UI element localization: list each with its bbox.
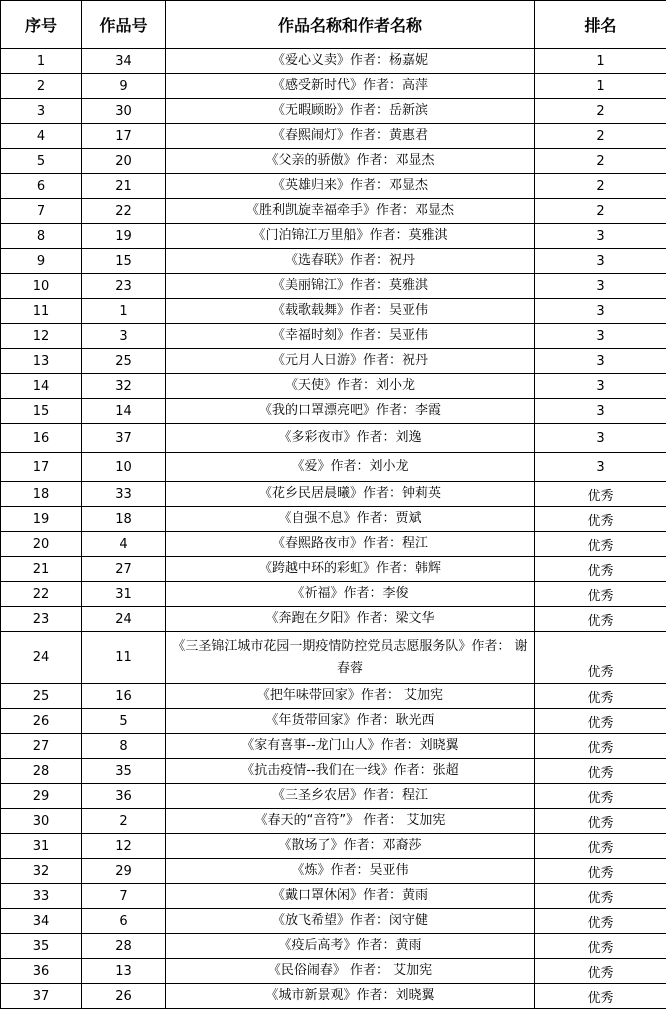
cell-seq: 12 bbox=[1, 324, 82, 349]
cell-title-author: 《我的口罩漂亮吧》作者：李霞 bbox=[166, 399, 535, 424]
cell-rank: 优秀 bbox=[535, 632, 666, 684]
cell-seq: 29 bbox=[1, 784, 82, 809]
table-row bbox=[1, 959, 666, 984]
table-row bbox=[1, 274, 666, 299]
cell-title-author: 《元月人日游》作者：祝丹 bbox=[166, 349, 535, 374]
cell-work-no: 21 bbox=[82, 174, 166, 199]
cell-title-author: 《炼》作者：吴亚伟 bbox=[166, 859, 535, 884]
cell-work-no: 3 bbox=[82, 324, 166, 349]
cell-title-author: 《跨越中环的彩虹》作者：韩辉 bbox=[166, 557, 535, 582]
cell-seq: 28 bbox=[1, 759, 82, 784]
cell-rank: 优秀 bbox=[535, 809, 666, 834]
cell-rank: 3 bbox=[535, 424, 666, 453]
header-work-no: 作品号 bbox=[82, 1, 166, 49]
cell-rank: 优秀 bbox=[535, 582, 666, 607]
cell-seq: 17 bbox=[1, 453, 82, 482]
cell-work-no: 14 bbox=[82, 399, 166, 424]
cell-seq: 34 bbox=[1, 909, 82, 934]
cell-rank: 优秀 bbox=[535, 684, 666, 709]
cell-title-author: 《民俗闹春》 作者： 艾加宪 bbox=[166, 959, 535, 984]
cell-work-no: 19 bbox=[82, 224, 166, 249]
cell-rank: 3 bbox=[535, 249, 666, 274]
cell-seq: 24 bbox=[1, 632, 82, 684]
cell-seq: 25 bbox=[1, 684, 82, 709]
cell-rank: 2 bbox=[535, 149, 666, 174]
cell-work-no: 11 bbox=[82, 632, 166, 684]
cell-rank: 优秀 bbox=[535, 909, 666, 934]
cell-rank: 3 bbox=[535, 349, 666, 374]
cell-rank: 3 bbox=[535, 399, 666, 424]
cell-seq: 31 bbox=[1, 834, 82, 859]
table-row bbox=[1, 424, 666, 453]
cell-title-author: 《多彩夜市》作者：刘逸 bbox=[166, 424, 535, 453]
table-row bbox=[1, 199, 666, 224]
cell-title-author: 《戴口罩休闲》作者：黄雨 bbox=[166, 884, 535, 909]
table-row bbox=[1, 374, 666, 399]
cell-title-author: 《三圣乡农居》作者：程江 bbox=[166, 784, 535, 809]
cell-title-author: 《三圣锦江城市花园一期疫情防控党员志愿服务队》作者： 谢春蓉 bbox=[166, 632, 535, 684]
cell-title-author: 《把年味带回家》作者： 艾加宪 bbox=[166, 684, 535, 709]
cell-work-no: 4 bbox=[82, 532, 166, 557]
cell-work-no: 17 bbox=[82, 124, 166, 149]
cell-title-author: 《自强不息》作者：贾斌 bbox=[166, 507, 535, 532]
cell-seq: 26 bbox=[1, 709, 82, 734]
cell-rank: 3 bbox=[535, 274, 666, 299]
cell-rank: 3 bbox=[535, 374, 666, 399]
cell-title-author: 《祈福》作者：李俊 bbox=[166, 582, 535, 607]
table-row bbox=[1, 149, 666, 174]
cell-title-author: 《爱心义卖》作者：杨嘉妮 bbox=[166, 49, 535, 74]
cell-title-author: 《爱》作者：刘小龙 bbox=[166, 453, 535, 482]
table-row bbox=[1, 532, 666, 557]
cell-rank: 1 bbox=[535, 49, 666, 74]
cell-seq: 3 bbox=[1, 99, 82, 124]
cell-title-author: 《载歌载舞》作者：吴亚伟 bbox=[166, 299, 535, 324]
cell-work-no: 29 bbox=[82, 859, 166, 884]
cell-seq: 21 bbox=[1, 557, 82, 582]
cell-work-no: 18 bbox=[82, 507, 166, 532]
table-row bbox=[1, 453, 666, 482]
cell-seq: 6 bbox=[1, 174, 82, 199]
header-title-author: 作品名称和作者名称 bbox=[166, 1, 535, 49]
table-row bbox=[1, 49, 666, 74]
cell-seq: 35 bbox=[1, 934, 82, 959]
cell-rank: 优秀 bbox=[535, 859, 666, 884]
cell-title-author: 《春熙路夜市》作者：程江 bbox=[166, 532, 535, 557]
cell-title-author: 《春熙闹灯》作者：黄惠君 bbox=[166, 124, 535, 149]
cell-rank: 2 bbox=[535, 99, 666, 124]
cell-work-no: 36 bbox=[82, 784, 166, 809]
cell-seq: 4 bbox=[1, 124, 82, 149]
cell-seq: 37 bbox=[1, 984, 82, 1009]
table-row bbox=[1, 884, 666, 909]
cell-seq: 1 bbox=[1, 49, 82, 74]
cell-work-no: 2 bbox=[82, 809, 166, 834]
cell-title-author: 《胜利凯旋幸福牵手》作者：邓显杰 bbox=[166, 199, 535, 224]
cell-work-no: 28 bbox=[82, 934, 166, 959]
table-row bbox=[1, 174, 666, 199]
cell-seq: 10 bbox=[1, 274, 82, 299]
cell-work-no: 26 bbox=[82, 984, 166, 1009]
cell-work-no: 5 bbox=[82, 709, 166, 734]
cell-work-no: 23 bbox=[82, 274, 166, 299]
cell-rank: 优秀 bbox=[535, 607, 666, 632]
cell-work-no: 30 bbox=[82, 99, 166, 124]
table-row bbox=[1, 607, 666, 632]
cell-work-no: 25 bbox=[82, 349, 166, 374]
cell-seq: 18 bbox=[1, 482, 82, 507]
cell-rank: 优秀 bbox=[535, 557, 666, 582]
cell-title-author: 《幸福时刻》作者：吴亚伟 bbox=[166, 324, 535, 349]
cell-work-no: 32 bbox=[82, 374, 166, 399]
cell-work-no: 27 bbox=[82, 557, 166, 582]
cell-work-no: 33 bbox=[82, 482, 166, 507]
table-row bbox=[1, 349, 666, 374]
table-row bbox=[1, 74, 666, 99]
table-row bbox=[1, 759, 666, 784]
cell-seq: 30 bbox=[1, 809, 82, 834]
cell-rank: 2 bbox=[535, 174, 666, 199]
cell-rank: 3 bbox=[535, 299, 666, 324]
cell-seq: 13 bbox=[1, 349, 82, 374]
cell-rank: 优秀 bbox=[535, 984, 666, 1009]
cell-rank: 优秀 bbox=[535, 759, 666, 784]
cell-seq: 5 bbox=[1, 149, 82, 174]
table-row bbox=[1, 784, 666, 809]
header-row bbox=[1, 1, 666, 49]
cell-title-author: 《放飞希望》作者：闵守健 bbox=[166, 909, 535, 934]
cell-seq: 9 bbox=[1, 249, 82, 274]
table-row bbox=[1, 632, 666, 684]
table-row bbox=[1, 859, 666, 884]
cell-rank: 2 bbox=[535, 199, 666, 224]
cell-title-author: 《疫后高考》作者：黄雨 bbox=[166, 934, 535, 959]
table-body bbox=[1, 49, 666, 1009]
cell-title-author: 《家有喜事--龙门山人》作者：刘晓翼 bbox=[166, 734, 535, 759]
cell-title-author: 《花乡民居晨曦》作者：钟莉英 bbox=[166, 482, 535, 507]
cell-seq: 23 bbox=[1, 607, 82, 632]
header-rank: 排名 bbox=[535, 1, 666, 49]
cell-work-no: 12 bbox=[82, 834, 166, 859]
cell-title-author: 《父亲的骄傲》作者：邓显杰 bbox=[166, 149, 535, 174]
cell-rank: 1 bbox=[535, 74, 666, 99]
cell-work-no: 16 bbox=[82, 684, 166, 709]
cell-work-no: 22 bbox=[82, 199, 166, 224]
cell-rank: 优秀 bbox=[535, 834, 666, 859]
cell-title-author: 《散场了》作者：邓裔莎 bbox=[166, 834, 535, 859]
table-row bbox=[1, 909, 666, 934]
cell-rank: 优秀 bbox=[535, 884, 666, 909]
cell-rank: 2 bbox=[535, 124, 666, 149]
cell-title-author: 《年货带回家》作者：耿光西 bbox=[166, 709, 535, 734]
cell-seq: 16 bbox=[1, 424, 82, 453]
cell-work-no: 24 bbox=[82, 607, 166, 632]
table-row bbox=[1, 934, 666, 959]
cell-rank: 优秀 bbox=[535, 709, 666, 734]
cell-title-author: 《奔跑在夕阳》作者：梁文华 bbox=[166, 607, 535, 632]
cell-title-author: 《城市新景观》作者：刘晓翼 bbox=[166, 984, 535, 1009]
table-row bbox=[1, 557, 666, 582]
table-row bbox=[1, 709, 666, 734]
table-row bbox=[1, 99, 666, 124]
table-row bbox=[1, 299, 666, 324]
cell-work-no: 10 bbox=[82, 453, 166, 482]
cell-seq: 32 bbox=[1, 859, 82, 884]
cell-rank: 3 bbox=[535, 453, 666, 482]
cell-rank: 3 bbox=[535, 324, 666, 349]
cell-title-author: 《春天的“音符”》 作者： 艾加宪 bbox=[166, 809, 535, 834]
table-row bbox=[1, 834, 666, 859]
table-row bbox=[1, 984, 666, 1009]
cell-rank: 优秀 bbox=[535, 784, 666, 809]
table-row bbox=[1, 224, 666, 249]
cell-rank: 优秀 bbox=[535, 934, 666, 959]
cell-seq: 33 bbox=[1, 884, 82, 909]
header-seq: 序号 bbox=[1, 1, 82, 49]
cell-seq: 22 bbox=[1, 582, 82, 607]
cell-work-no: 35 bbox=[82, 759, 166, 784]
cell-rank: 优秀 bbox=[535, 734, 666, 759]
cell-rank: 3 bbox=[535, 224, 666, 249]
cell-title-author: 《天使》作者：刘小龙 bbox=[166, 374, 535, 399]
cell-seq: 14 bbox=[1, 374, 82, 399]
table-row bbox=[1, 684, 666, 709]
cell-title-author: 《抗击疫情--我们在一线》作者：张超 bbox=[166, 759, 535, 784]
cell-work-no: 31 bbox=[82, 582, 166, 607]
cell-title-author: 《门泊锦江万里船》作者：莫雅淇 bbox=[166, 224, 535, 249]
table-row bbox=[1, 399, 666, 424]
cell-work-no: 34 bbox=[82, 49, 166, 74]
cell-work-no: 37 bbox=[82, 424, 166, 453]
cell-work-no: 13 bbox=[82, 959, 166, 984]
cell-seq: 11 bbox=[1, 299, 82, 324]
table-row bbox=[1, 582, 666, 607]
cell-title-author: 《英雄归来》作者：邓显杰 bbox=[166, 174, 535, 199]
cell-work-no: 9 bbox=[82, 74, 166, 99]
cell-seq: 20 bbox=[1, 532, 82, 557]
cell-work-no: 1 bbox=[82, 299, 166, 324]
table-row bbox=[1, 482, 666, 507]
table-row bbox=[1, 507, 666, 532]
table-row bbox=[1, 809, 666, 834]
cell-work-no: 7 bbox=[82, 884, 166, 909]
cell-rank: 优秀 bbox=[535, 959, 666, 984]
cell-work-no: 6 bbox=[82, 909, 166, 934]
cell-rank: 优秀 bbox=[535, 482, 666, 507]
table-row bbox=[1, 124, 666, 149]
cell-work-no: 8 bbox=[82, 734, 166, 759]
cell-seq: 7 bbox=[1, 199, 82, 224]
cell-seq: 15 bbox=[1, 399, 82, 424]
cell-title-author: 《无暇顾盼》作者：岳新滨 bbox=[166, 99, 535, 124]
cell-rank: 优秀 bbox=[535, 532, 666, 557]
cell-seq: 36 bbox=[1, 959, 82, 984]
table-row bbox=[1, 324, 666, 349]
cell-title-author: 《选春联》作者：祝丹 bbox=[166, 249, 535, 274]
cell-seq: 2 bbox=[1, 74, 82, 99]
table-row bbox=[1, 249, 666, 274]
cell-title-author: 《美丽锦江》作者：莫雅淇 bbox=[166, 274, 535, 299]
cell-work-no: 15 bbox=[82, 249, 166, 274]
cell-rank: 优秀 bbox=[535, 507, 666, 532]
cell-work-no: 20 bbox=[82, 149, 166, 174]
cell-title-author: 《感受新时代》作者：高萍 bbox=[166, 74, 535, 99]
cell-seq: 27 bbox=[1, 734, 82, 759]
cell-seq: 8 bbox=[1, 224, 82, 249]
cell-seq: 19 bbox=[1, 507, 82, 532]
table-row bbox=[1, 734, 666, 759]
